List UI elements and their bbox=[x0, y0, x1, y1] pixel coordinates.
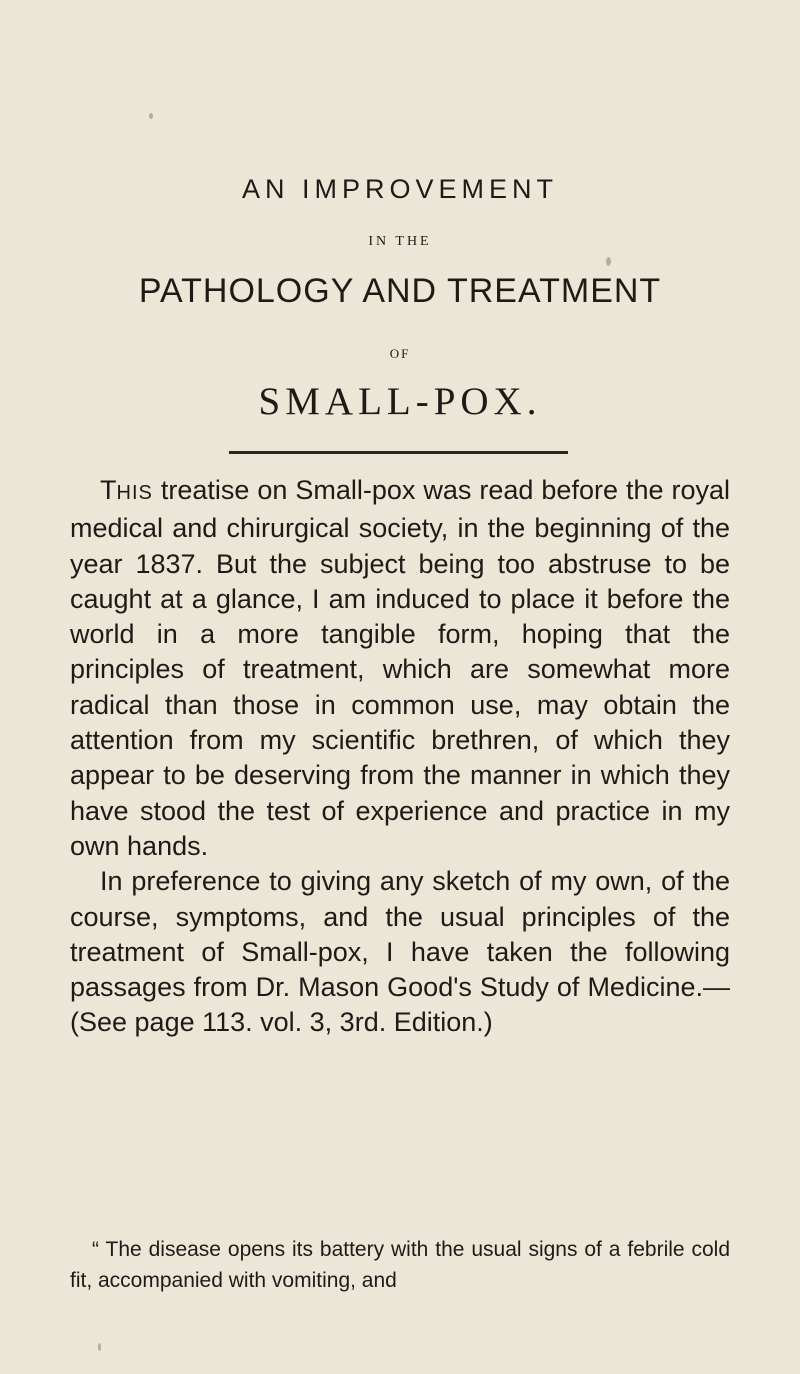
dropcap-first: T bbox=[100, 475, 117, 505]
title-line-pathology: PATHOLOGY AND TREATMENT bbox=[138, 272, 662, 310]
title-line-improvement: AN IMPROVEMENT bbox=[241, 174, 559, 204]
paper-blemish bbox=[98, 1343, 101, 1351]
paragraph-1 bbox=[70, 473, 730, 864]
dropcap-rest: HIS bbox=[116, 482, 153, 504]
title-rule bbox=[229, 451, 568, 454]
title-line-in-the: IN THE bbox=[368, 234, 432, 249]
title-line-of: OF bbox=[389, 346, 411, 361]
paragraph-2: In preference to giving any sketch of my own, of the course, symptoms, and the usual principles of the treatment of Small-pox, I have taken the following passages from Dr. Mason Good's Study of Medicine.—(See page 113. vol. 3, 3rd. Edition.) bbox=[70, 866, 730, 1038]
paper-blemish bbox=[606, 257, 611, 266]
paper-blemish bbox=[149, 113, 153, 119]
quote-paragraph: “ The disease opens its battery with the usual signs of a febrile cold fit, accompanied with vomiting, and bbox=[70, 1238, 730, 1292]
title-line-small-pox: SMALL-POX. bbox=[258, 380, 542, 423]
body-text bbox=[70, 473, 730, 1041]
paragraph-1-text: treatise on Small-pox was read before the royal medical and chirurgical society, in the beginning of the year 1837. But the subject being too abstruse to be caught at a glance, I am induced to place it before the world in a more tangible form, hoping that the principles of treatment, which are somewhat more radical than those in common use, may obtain the attention from my scientific brethren, of which they appear to be deserving from the manner in which they have stood the test of experience and practice in my own hands. bbox=[70, 475, 730, 861]
